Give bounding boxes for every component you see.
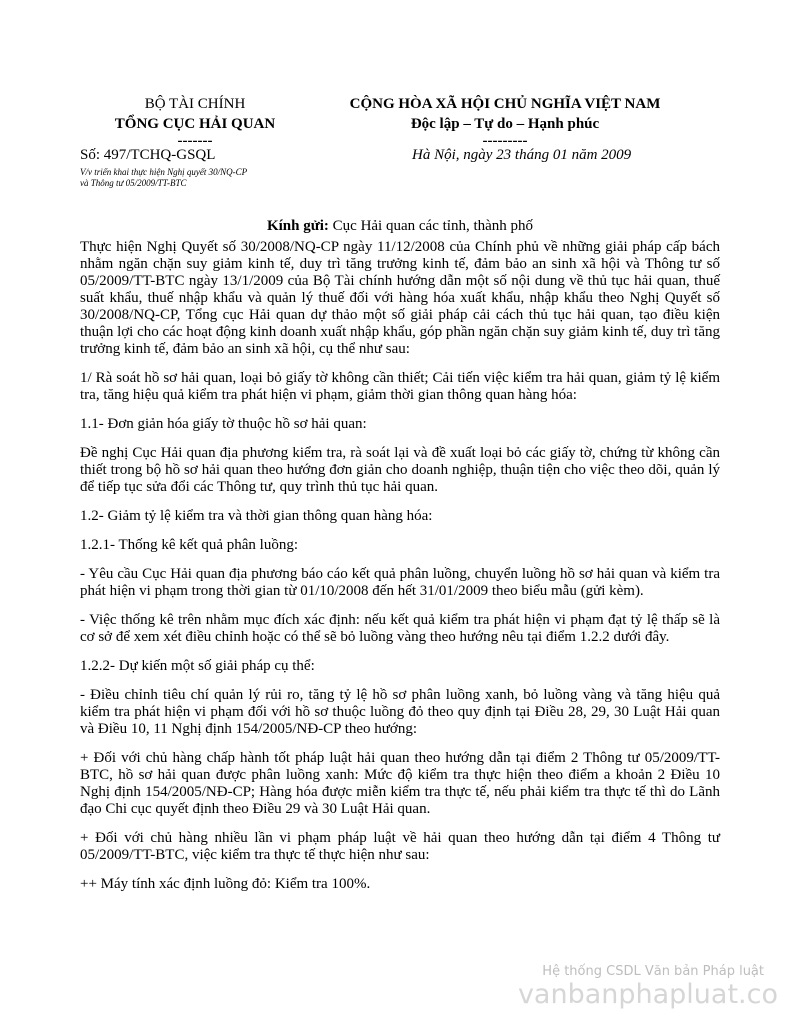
document-subject	[80, 167, 247, 189]
subject-line-1: V/v triển khai thực hiện Nghị quyết 30/NQ-CP	[80, 167, 248, 177]
issuer-block	[80, 94, 310, 148]
national-motto: Độc lập – Tự do – Hạnh phúc	[410, 116, 600, 132]
document-body	[80, 239, 720, 905]
paragraph: 1.2.1- Thống kê kết quả phân luồng:	[80, 537, 299, 553]
document-date: Hà Nội, ngày 23 tháng 01 năm 2009	[412, 147, 632, 163]
watermark-caption: Hệ thống CSDL Văn bản Pháp luật	[542, 964, 764, 979]
issuer-separator: -------	[177, 133, 213, 149]
subject-line-2: và Thông tư 05/2009/TT-BTC	[80, 178, 187, 188]
recipient-line	[0, 218, 800, 235]
recipient-label: Kính gửi:	[266, 218, 329, 234]
ministry-name: BỘ TÀI CHÍNH	[144, 96, 246, 112]
paragraph: 1.2- Giảm tỷ lệ kiểm tra và thời gian thông quan hàng hóa:	[80, 508, 433, 524]
agency-name: TỔNG CỤC HẢI QUAN	[114, 116, 276, 132]
paragraph: 1.1- Đơn giản hóa giấy tờ thuộc hồ sơ hải quan:	[80, 416, 367, 432]
paragraph: Thực hiện Nghị Quyết số 30/2008/NQ-CP ngày 11/12/2008 của Chính phủ về những giải pháp cấp bách nhằm ngăn chặn suy giảm kinh tế, duy trì tăng trưởng kinh tế, đảm bảo an sinh xã hội và Thông tư số 05/2009/TT-BTC ngày 13/1/2009 của Bộ Tài chính hướng dẫn một số nội dung về thủ tục hải quan, thuế suất khẩu, thuế nhập khẩu và quản lý thuế đối với hàng hóa xuất khẩu, nhập khẩu theo Nghị Quyết số 30/2008/NQ-CP, Tổng cục Hải quan dự thảo một số giải pháp cải cách thủ tục hải quan, tạo điều kiện thuận lợi cho các hoạt động kinh doanh xuất nhập khẩu, góp phần ngăn chặn suy giảm kinh tế, duy trì tăng trưởng kinh tế, đảm bảo an sinh xã hội, cụ thể như sau:	[80, 239, 720, 357]
nation-name: CỘNG HÒA XÃ HỘI CHỦ NGHĨA VIỆT NAM	[349, 96, 661, 112]
national-heading	[300, 94, 710, 148]
paragraph: 1.2.2- Dự kiến một số giải pháp cụ thể:	[80, 658, 315, 674]
paragraph: + Đối với chủ hàng nhiều lần vi phạm pháp luật về hải quan theo hướng dẫn tại điểm 4 Thông tư 05/2009/TT-BTC, việc kiểm tra thực tế thực hiện như sau:	[80, 830, 720, 863]
paragraph: ++ Máy tính xác định luồng đỏ: Kiểm tra 100%.	[80, 876, 371, 892]
motto-separator: ---------	[482, 133, 528, 149]
paragraph: - Yêu cầu Cục Hải quan địa phương báo cáo kết quả phân luồng, chuyển luồng hồ sơ hải quan và kiểm tra phát hiện vi phạm trong thời gian từ 01/10/2008 đến hết 31/01/2009 theo biểu mẫu (gửi kèm).	[80, 566, 720, 599]
paragraph: Đề nghị Cục Hải quan địa phương kiểm tra, rà soát lại và đề xuất loại bỏ các giấy tờ, chứng từ không cần thiết trong bộ hồ sơ hải quan theo hướng đơn giản cho doanh nghiệp, thuận tiện cho việc theo dõi, quản lý để tiếp tục sửa đổi các Thông tư, quy trình thủ tục hải quan.	[80, 445, 720, 495]
document-number: Số: 497/TCHQ-GSQL	[80, 147, 216, 163]
paragraph: - Việc thống kê trên nhằm mục đích xác định: nếu kết quả kiểm tra phát hiện vi phạm đạt tỷ lệ thấp sẽ là cơ sở để xem xét điều chỉnh hoặc có thể sẽ bỏ luồng vàng theo hướng nêu tại điểm 1.2.2 dưới đây.	[80, 612, 720, 645]
watermark-domain: vanbanphapluat.co	[517, 979, 778, 1010]
recipient-value: Cục Hải quan các tỉnh, thành phố	[328, 218, 534, 234]
paragraph: - Điều chỉnh tiêu chí quản lý rủi ro, tăng tỷ lệ hồ sơ phân luồng xanh, bỏ luồng vàng và tăng hiệu quả kiểm tra phát hiện vi phạm đối với hồ sơ thuộc luồng đỏ theo quy định tại Điều 28, 29, 30 Luật Hải quan và Điều 10, 11 Nghị định 154/2005/NĐ-CP theo hướng:	[80, 687, 720, 737]
paragraph: + Đối với chủ hàng chấp hành tốt pháp luật hải quan theo hướng dẫn tại điểm 2 Thông tư 05/2009/TT-BTC, hồ sơ hải quan được phân luồng xanh: Mức độ kiểm tra thực hiện theo điểm a khoản 2 Điều 10 Nghị định 154/2005/NĐ-CP; Hàng hóa được miễn kiểm tra thực tế, nếu phải kiểm tra thực tế thì do Lãnh đạo Chi cục quyết định theo Điều 29 và 30 Luật Hải quan.	[80, 750, 720, 817]
paragraph: 1/ Rà soát hồ sơ hải quan, loại bỏ giấy tờ không cần thiết; Cải tiến việc kiểm tra hải quan, giảm tỷ lệ kiểm tra, tăng hiệu quả kiểm tra phát hiện vi phạm, giảm thời gian thông quan hàng hóa:	[80, 370, 720, 403]
